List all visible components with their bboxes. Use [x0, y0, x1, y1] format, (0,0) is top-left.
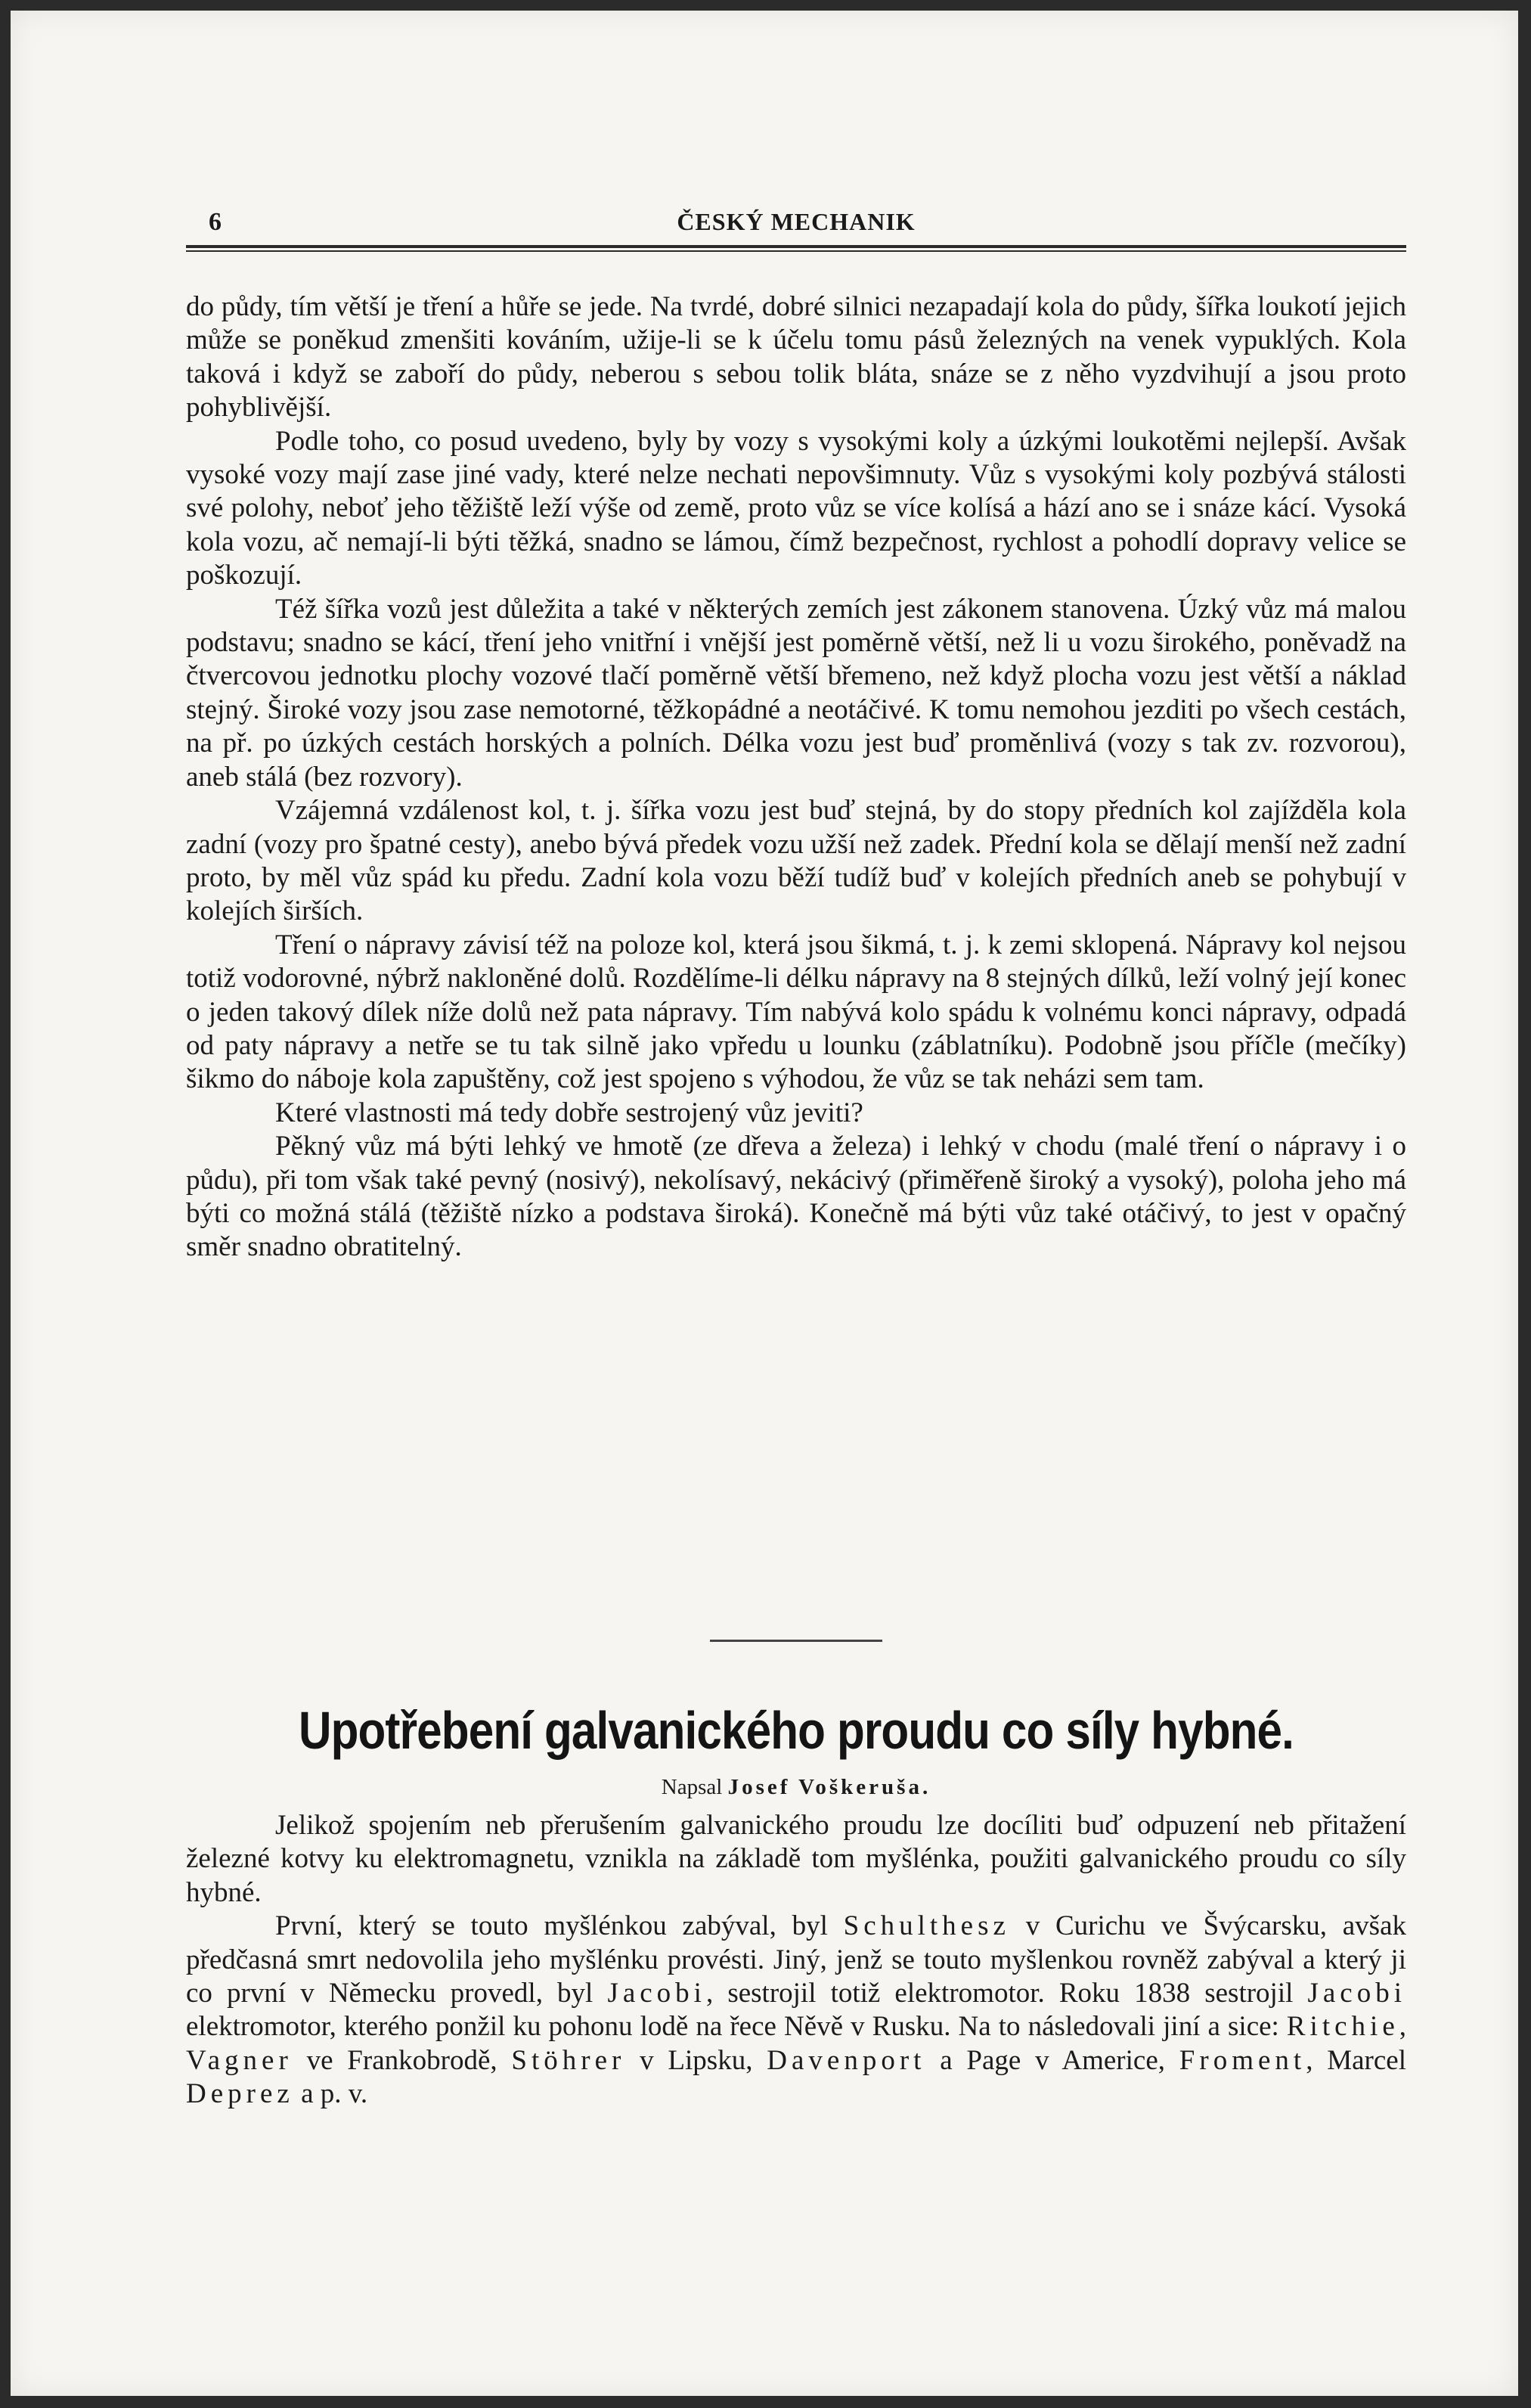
- paragraph: Které vlastnosti má tedy dobře sestrojený vůz jeviti?: [275, 1097, 863, 1128]
- name-jacobi: Jacobi: [1307, 1978, 1407, 2009]
- paragraph: Též šířka vozů jest důležita a také v některých zemích jest zákonem stanovena. Úzký vůz má malou podstavu; snadno se kácí, tření jeho vnitřní i vnější jest poměrně větší, než li u vozu širokého, poněvadž na čtvercovou jednotku plochy vozové tlačí poměrně větší břemeno, než když plocha vozu jest větší a náklad stejný. Široké vozy jsou zase nemotorné, těžkopádné a neotáčivé. K tomu nemohou jezditi po všech cestách, na př. po úzkých cestách horských a polních. Délka vozu jest buď proměnlivá (vozy s tak zv. rozvorou), aneb stálá (bez rozvory).: [186, 593, 1406, 793]
- article-title: Upotřebení galvanického proudu co síly hybné.: [298, 1701, 1294, 1760]
- article-byline: [186, 1775, 1406, 1800]
- running-title: ČESKÝ MECHANIK: [677, 208, 916, 235]
- article-galvanicky-proud: [186, 1809, 1406, 2112]
- paragraph: První, který se touto myšlénkou zabýval, byl Schulthesz v Curichu ve Švýcarsku, avšak předčasná smrt nedovolila jeho myšlénku provésti. Jiný, jenž se touto myšlenkou rovněž zabýval a který ji co první v Německu provedl, byl Jacobi, sestrojil totiž elektromotor. Roku 1838 sestrojil Jacobi elektromotor, kterého ponžil ku pohonu lodě na řece Něvě v Rusku. Na to následovali jiní a sice: Ritchie, Vagner ve Frankobrodě, Stöhrer v Lipsku, Davenport a Page v Americe, Froment, Marcel Deprez a p. v.: [186, 1910, 1407, 2110]
- name-stohrer: Stöhrer: [511, 2044, 626, 2076]
- page-header: [186, 203, 1406, 241]
- name-davenport: Davenport: [767, 2044, 926, 2076]
- name-froment: Froment: [1179, 2044, 1306, 2076]
- page-number: 6: [209, 208, 222, 236]
- name-jacobi: Jacobi: [607, 1978, 706, 2009]
- paragraph: do půdy, tím větší je tření a hůře se jede. Na tvrdé, dobré silnici nezapadají kola do půdy, šířka loukotí jejich může se poněkud zmenšiti kováním, užije-li se k účelu tomu pásů železných na venek vypuklých. Kola taková i když se zaboří do půdy, neberou s sebou tolik bláta, snáze se z něho vyzdvihují a jsou proto pohyblivější.: [186, 291, 1406, 424]
- header-double-rule: [186, 245, 1406, 253]
- section-separator: [710, 1640, 882, 1642]
- paragraph: Podle toho, co posud uvedeno, byly by vozy s vysokými koly a úzkými loukotěmi nejlepší. Avšak vysoké vozy mají zase jiné vady, které nelze nechati nepovšimnuty. Vůz s vysokými koly pozbývá stálosti své polohy, neboť jeho těžiště leží výše od země, proto vůz se více kolísá a hází ano se i snáze kácí. Vysoká kola vozu, ač nemají-li býti těžká, snadno se lámou, čímž bezpečnost, rychlost a pohodlí dopravy velice se poškozují.: [186, 425, 1406, 591]
- name-schulthesz: Schulthesz: [843, 1910, 1010, 1942]
- byline-prefix: Napsal: [661, 1775, 723, 1799]
- name-deprez: Deprez: [186, 2078, 294, 2110]
- byline-author: Josef Voškeruša.: [727, 1775, 931, 1799]
- name-ritchie: Ritchie: [1286, 2011, 1399, 2043]
- paragraph: Tření o nápravy závisí též na poloze kol, která jsou šikmá, t. j. k zemi sklopená. Nápravy kol nejsou totiž vodorovné, nýbrž nakloněné dolů. Rozdělíme-li délku nápravy na 8 stejných dílků, leží volný její konec o jeden takový dílek níže dolů než pata nápravy. Tím nabývá kolo spádu k volnému konci nápravy, odpadá od paty nápravy a netře se tu tak silně jako vpředu u lounku (záblatníku). Podobně jsou příčle (mečíky) šikmo do náboje kola zapuštěny, což jest spojeno s výhodou, že vůz se tak neházi sem tam.: [186, 929, 1406, 1095]
- paragraph: Jelikož spojením neb přerušením galvanického proudu lze docíliti buď odpuzení neb přitažení železné kotvy ku elektromagnetu, vznikla na základě tom myšlénka, použiti galvanického proudu co síly hybné.: [186, 1810, 1406, 1908]
- document-page: [11, 11, 1518, 2396]
- article-vozy: [186, 290, 1406, 1265]
- name-vagner: Vagner: [186, 2044, 293, 2076]
- paragraph: Vzájemná vzdálenost kol, t. j. šířka vozu jest buď stejná, by do stopy předních kol zajížděla kola zadní (vozy pro špatné cesty), anebo bývá předek vozu užší než zadek. Přední kola se dělají menší než zadní proto, by měl vůz spád ku předu. Zadní kola vozu běží tudíž buď v kolejích předních aneb se pohybují v kolejích širších.: [186, 795, 1406, 927]
- paragraph: Pěkný vůz má býti lehký ve hmotě (ze dřeva a železa) i lehký v chodu (malé tření o nápravy i o půdu), při tom však také pevný (nosivý), nekolísavý, nekácivý (přiměřeně široký a vysoký), poloha jeho má býti co možná stálá (těžiště nízko a podstava široká). Konečně má býti vůz také otáčivý, to jest v opačný směr snadno obratitelný.: [186, 1131, 1406, 1263]
